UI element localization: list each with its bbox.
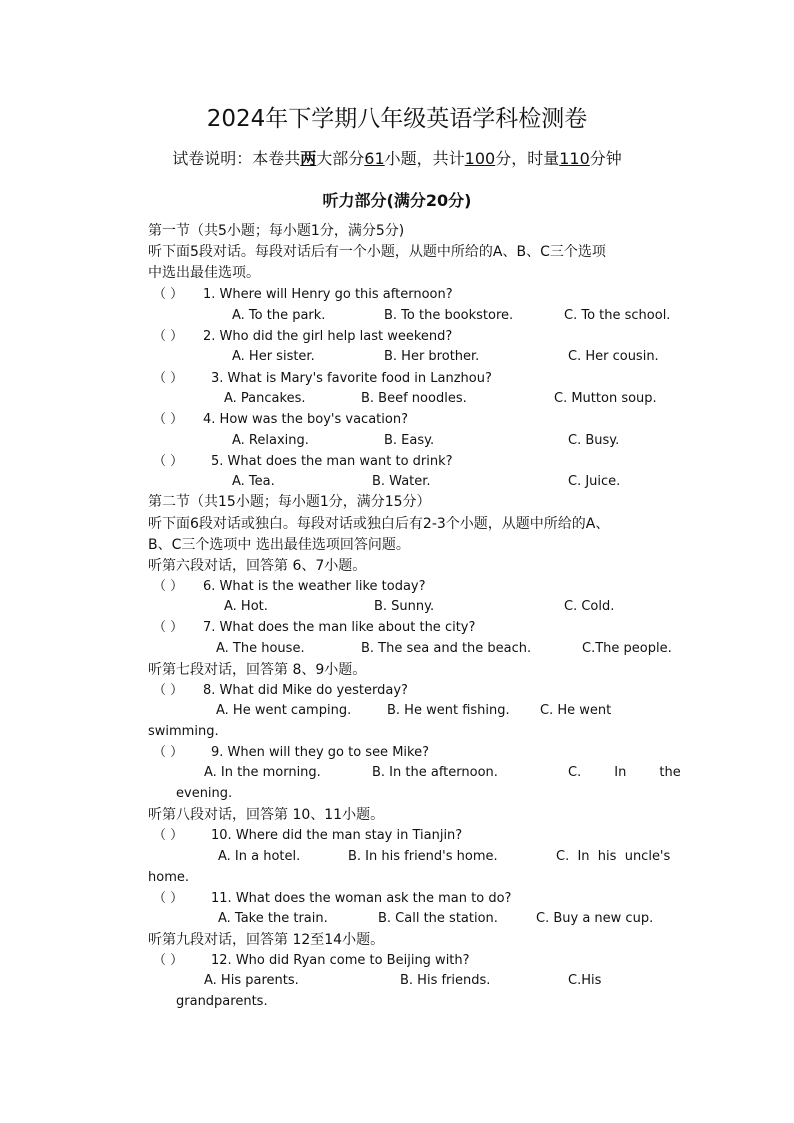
- exam-instructions: 试卷说明：本卷共两大部分61小题，共计100分，时量110分钟: [172, 149, 622, 168]
- option-a: A. Tea.: [232, 474, 275, 489]
- section2-instruction-cont: B、C三个选项中 选出最佳选项回答问题。: [148, 537, 410, 553]
- option-c: C. In the: [568, 765, 681, 780]
- option-c-wrap: swimming.: [148, 724, 219, 739]
- option-a: A. The house.: [216, 641, 305, 656]
- question-12: （ ） 12. Who did Ryan come to Beijing with?: [153, 951, 470, 971]
- question-1: （ ） 1. Where will Henry go this afternoon?: [153, 285, 453, 305]
- question-10: （ ） 10. Where did the man stay in Tianjin?: [153, 826, 462, 846]
- question-11: （ ） 11. What does the woman ask the man to do?: [153, 889, 511, 909]
- section1-instruction-cont: 中选出最佳选项。: [148, 265, 260, 281]
- option-b: B. Sunny.: [374, 599, 435, 614]
- option-b: B. Beef noodles.: [361, 391, 467, 406]
- option-a: A. Pancakes.: [224, 391, 306, 406]
- question-3: （ ） 3. What is Mary's favorite food in Lanzhou?: [153, 369, 492, 389]
- option-a: A. His parents.: [204, 973, 299, 988]
- answer-blank[interactable]: （ ）: [153, 329, 184, 344]
- question-9: （ ） 9. When will they go to see Mike?: [153, 743, 429, 763]
- option-a: A. Relaxing.: [232, 433, 309, 448]
- option-b: B. Her brother.: [384, 349, 480, 364]
- option-a: A. In the morning.: [204, 765, 321, 780]
- question-4: （ ） 4. How was the boy's vacation?: [153, 410, 408, 430]
- question-7: （ ） 7. What does the man like about the city?: [153, 618, 475, 638]
- group-heading-8: 听第八段对话，回答第 10、11小题。: [148, 807, 385, 823]
- option-a: A. To the park.: [232, 308, 326, 323]
- option-c: C. Juice.: [568, 474, 621, 489]
- section2-heading: 第二节（共15小题；每小题1分，满分15分）: [148, 494, 431, 510]
- option-b: B. The sea and the beach.: [361, 641, 532, 656]
- option-c-wrap: evening.: [176, 786, 233, 801]
- exam-title: 2024年下学期八年级英语学科检测卷: [206, 106, 588, 132]
- question-2: （ ） 2. Who did the girl help last weekend?: [153, 327, 452, 347]
- option-c: C. Cold.: [564, 599, 615, 614]
- question-5: （ ） 5. What does the man want to drink?: [153, 452, 453, 472]
- group-heading-7: 听第七段对话，回答第 8、9小题。: [148, 662, 367, 678]
- answer-blank[interactable]: （ ）: [153, 891, 184, 906]
- option-c: C. Busy.: [568, 433, 620, 448]
- option-c: C. Her cousin.: [568, 349, 659, 364]
- option-c-wrap: home.: [148, 870, 189, 885]
- answer-blank[interactable]: （ ）: [153, 828, 184, 843]
- option-c-wrap: grandparents.: [176, 994, 268, 1009]
- question-8: （ ） 8. What did Mike do yesterday?: [153, 681, 408, 701]
- section1-instruction: 听下面5段对话。每段对话后有一个小题，从题中所给的A、B、C三个选项: [148, 244, 606, 260]
- answer-blank[interactable]: （ ）: [153, 579, 184, 594]
- option-b: B. Easy.: [384, 433, 435, 448]
- answer-blank[interactable]: （ ）: [153, 454, 184, 469]
- option-b: B. To the bookstore.: [384, 308, 514, 323]
- part-title: 听力部分(满分20分): [322, 191, 472, 210]
- group-heading-9: 听第九段对话，回答第 12至14小题。: [148, 932, 385, 948]
- option-c: C. In his uncle's: [556, 849, 671, 864]
- option-b: B. He went fishing.: [387, 703, 510, 718]
- option-a: A. In a hotel.: [218, 849, 301, 864]
- option-c: C.His: [568, 973, 602, 988]
- answer-blank[interactable]: （ ）: [153, 620, 184, 635]
- question-6: （ ） 6. What is the weather like today?: [153, 577, 426, 597]
- option-a: A. Hot.: [224, 599, 268, 614]
- section2-instruction: 听下面6段对话或独白。每段对话或独白后有2-3个小题，从题中所给的A、: [148, 516, 610, 532]
- option-c: C.The people.: [582, 641, 672, 656]
- option-b: B. His friends.: [400, 973, 491, 988]
- answer-blank[interactable]: （ ）: [153, 745, 184, 760]
- answer-blank[interactable]: （ ）: [153, 683, 184, 698]
- option-c: C. Mutton soup.: [554, 391, 657, 406]
- option-a: A. Take the train.: [218, 911, 328, 926]
- answer-blank[interactable]: （ ）: [153, 412, 184, 427]
- option-b: B. In the afternoon.: [372, 765, 498, 780]
- option-a: A. He went camping.: [216, 703, 352, 718]
- group-heading-6: 听第六段对话，回答第 6、7小题。: [148, 558, 367, 574]
- option-a: A. Her sister.: [232, 349, 315, 364]
- answer-blank[interactable]: （ ）: [153, 287, 184, 302]
- option-b: B. Water.: [372, 474, 431, 489]
- answer-blank[interactable]: （ ）: [153, 371, 184, 386]
- answer-blank[interactable]: （ ）: [153, 953, 184, 968]
- option-b: B. Call the station.: [378, 911, 498, 926]
- option-c: C. He went: [540, 703, 612, 718]
- section1-heading: 第一节（共5小题；每小题1分，满分5分): [148, 223, 405, 239]
- option-c: C. To the school.: [564, 308, 671, 323]
- option-c: C. Buy a new cup.: [536, 911, 654, 926]
- option-b: B. In his friend's home.: [348, 849, 498, 864]
